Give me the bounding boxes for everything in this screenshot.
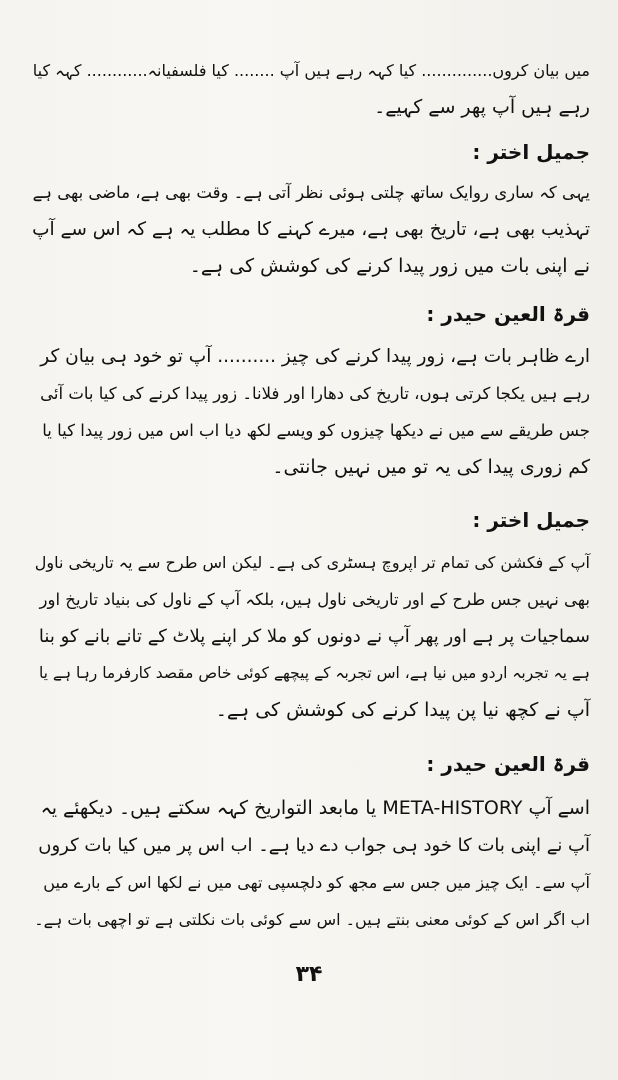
text-line: اب اگر اس کے کوئی معنی بنتے ہیں۔ اس سے کوئی بات نکلتی ہے تو اچھی بات ہے۔ <box>34 910 590 929</box>
text-line: کم زوری پیدا کی یہ تو میں نہیں جانتی۔ <box>272 456 590 478</box>
speaker-heading: قرۃ العین حیدر : <box>426 302 590 326</box>
text-line: یہی کہ ساری روایک ساتھ چلتی ہوئی نظر آتی ہے۔ وقت بھی ہے، ماضی بھی ہے <box>32 183 590 202</box>
text-line: میں بیان کروں.............. کیا کہہ رہے ہیں آپ ........ کیا فلسفیانہ............ کہہ کیا <box>32 61 590 80</box>
text-line: جس طریقے سے میں نے دیکھا چیزوں کو ویسے لکھ دیا اب اس میں زور پیدا کیا یا <box>42 421 590 440</box>
paragraph <box>30 544 590 729</box>
text-line: تہذیب بھی ہے، تاریخ بھی ہے، میرے کہنے کا مطلب یہ ہے کہ اس سے آپ <box>32 219 590 240</box>
speaker-heading: جمیل اختر : <box>472 140 590 164</box>
text-line: آپ کے فکشن کی تمام تر اپروچ ہسٹری کی ہے۔ لیکن اس طرح سے یہ تاریخی ناول <box>34 553 590 572</box>
text-line: آپ نے کچھ نیا پن پیدا کرنے کی کوشش کی ہے۔ <box>215 699 590 721</box>
text-line: رہے ہیں آپ پھر سے کہیے۔ <box>374 96 590 118</box>
text-line: نے اپنی بات میں زور پیدا کرنے کی کوشش کی ہے۔ <box>189 255 590 277</box>
speaker-heading: جمیل اختر : <box>472 508 590 532</box>
paragraph <box>30 174 590 285</box>
page-number: ۳۴ <box>295 962 323 987</box>
text-line: بھی نہیں جس طرح کے اور تاریخی ناول ہیں، بلکہ آپ کے ناول کی بنیاد تاریخ اور <box>39 590 590 609</box>
text-line: آپ سے۔ ایک چیز میں جس سے مجھ کو دلچسپی تھی میں نے لکھا اس کے بارے میں <box>43 873 590 892</box>
text-line: اسے آپ META-HISTORY یا مابعد التواریخ کہہ سکتے ہیں۔ دیکھئے یہ <box>40 797 590 819</box>
paragraph <box>30 338 590 486</box>
text-line: سماجیات پر ہے اور پھر آپ نے دونوں کو ملا کر اپنے پلاٹ کے تانے بانے کو بنا <box>38 626 590 647</box>
paragraph <box>30 790 590 938</box>
text-line: ہے یہ تجربہ اردو میں نیا ہے، اس تجربہ کے پیچھے کوئی خاص مقصد کارفرما رہا ہے یا <box>38 664 590 682</box>
text-line: رہے ہیں یکجا کرتی ہوں، تاریخ کی دھارا اور فلانا۔ زور پیدا کرنے کی کیا بات آئی <box>40 384 590 403</box>
text-line: آپ نے اپنی بات کا خود ہی جواب دے دیا ہے۔ اب اس پر میں کیا بات کروں <box>38 835 590 856</box>
speaker-heading: قرۃ العین حیدر : <box>426 752 590 776</box>
text-line: ارے ظاہر بات ہے، زور پیدا کرنے کی چیز .......... آپ تو خود ہی بیان کر <box>40 346 590 367</box>
paragraph-intro <box>30 52 590 126</box>
